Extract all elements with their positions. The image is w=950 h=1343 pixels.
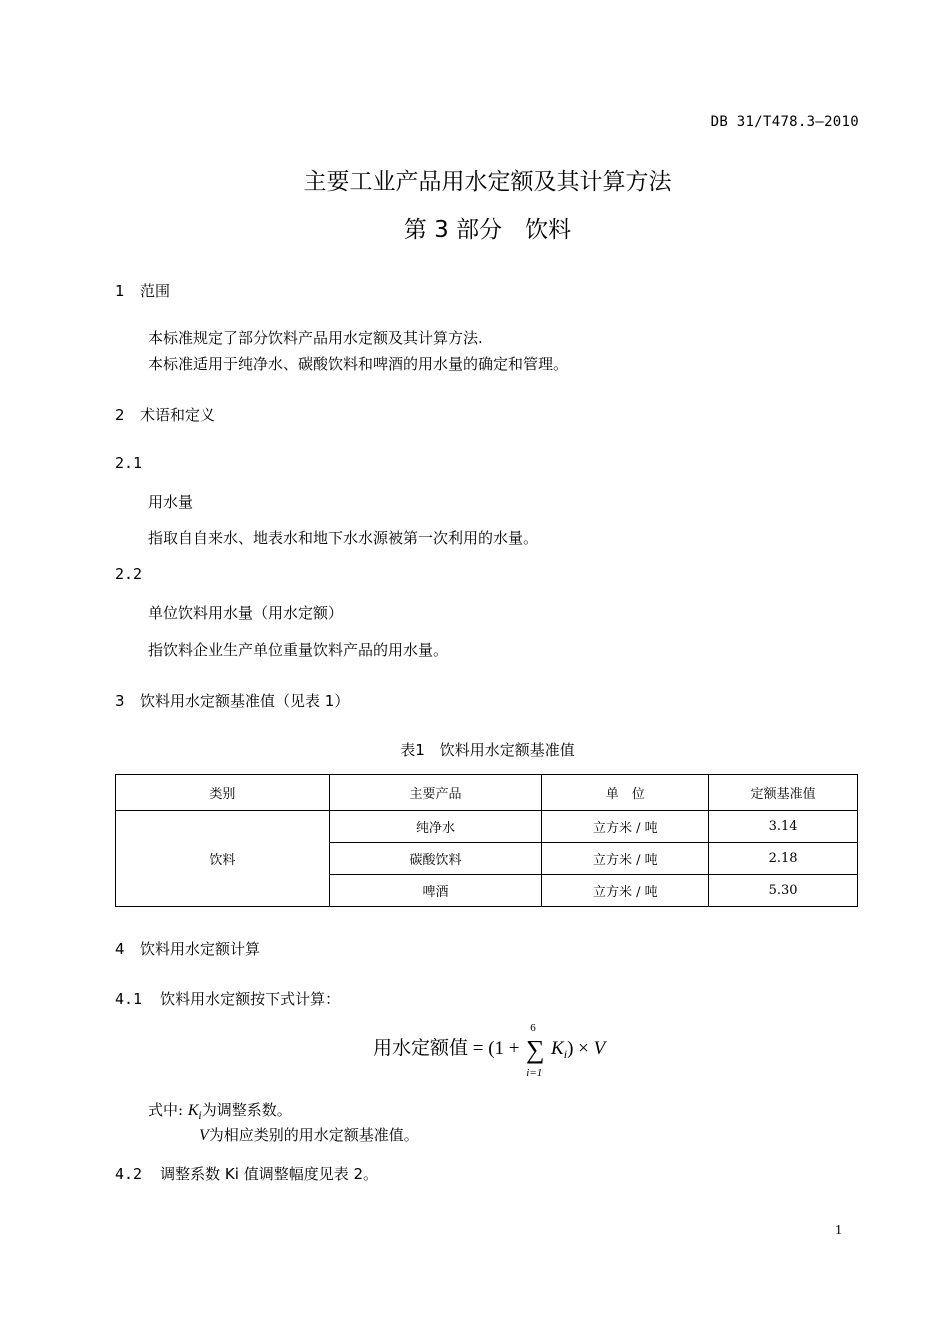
scope-paragraph-1: 本标准规定了部分饮料产品用水定额及其计算方法. bbox=[148, 329, 483, 347]
table-1-caption: 表1 饮料用水定额基准值 bbox=[400, 741, 575, 759]
subsection-number: 4.2 bbox=[115, 1165, 143, 1183]
quota-formula bbox=[373, 1022, 606, 1079]
where-label: 式中: bbox=[148, 1101, 188, 1119]
section-number: 1 bbox=[115, 282, 125, 300]
where-k-text: 为调整系数。 bbox=[201, 1101, 292, 1119]
where-k-subscript: i bbox=[198, 1111, 202, 1122]
subsection-4-1 bbox=[115, 988, 340, 1009]
scope-paragraph-2: 本标准适用于纯净水、碳酸饮料和啤酒的用水量的确定和管理。 bbox=[148, 355, 569, 373]
term-water-use: 用水量 bbox=[148, 493, 194, 511]
subsection-2-2-number: 2.2 bbox=[115, 565, 143, 583]
where-k-symbol: K bbox=[187, 1102, 199, 1119]
product-cell: 碳酸饮料 bbox=[329, 843, 542, 875]
section-1-heading bbox=[115, 280, 170, 301]
term-unit-water-use-definition: 指饮料企业生产单位重量饮料产品的用水量。 bbox=[148, 641, 449, 659]
header-quota-value: 定额基准值 bbox=[709, 775, 858, 811]
product-cell: 啤酒 bbox=[329, 875, 542, 907]
formula-where-v bbox=[199, 1124, 419, 1145]
formula-close: ) × bbox=[567, 1038, 594, 1059]
section-number: 3 bbox=[115, 692, 125, 710]
value-cell: 2.18 bbox=[709, 843, 858, 875]
summation-symbol bbox=[524, 1022, 546, 1079]
formula-open: = (1 + bbox=[468, 1038, 525, 1059]
section-title: 饮料用水定额基准值（见表 1） bbox=[140, 692, 350, 710]
document-part-title: 第 3 部分 饮料 bbox=[403, 217, 572, 243]
sum-upper-limit: 6 bbox=[530, 1022, 536, 1034]
unit-cell: 立方米 / 吨 bbox=[542, 875, 709, 907]
subsection-2-1-number: 2.1 bbox=[115, 454, 143, 472]
section-title: 饮料用水定额计算 bbox=[140, 940, 261, 958]
section-number: 4 bbox=[115, 940, 125, 958]
subsection-text: 调整系数 Ki 值调整幅度见表 2。 bbox=[160, 1165, 379, 1183]
water-quota-table bbox=[115, 774, 858, 907]
unit-cell: 立方米 / 吨 bbox=[542, 811, 709, 843]
formula-k-subscript: i bbox=[563, 1047, 568, 1061]
section-2-heading bbox=[115, 404, 215, 425]
table-header-row bbox=[116, 775, 858, 811]
value-cell: 5.30 bbox=[709, 875, 858, 907]
header-product: 主要产品 bbox=[329, 775, 542, 811]
formula-v: V bbox=[593, 1038, 606, 1059]
header-category: 类别 bbox=[116, 775, 330, 811]
page-number: 1 bbox=[835, 1223, 842, 1238]
subsection-4-2 bbox=[115, 1163, 378, 1184]
table-row bbox=[116, 811, 858, 843]
value-cell: 3.14 bbox=[709, 811, 858, 843]
header-unit: 单 位 bbox=[542, 775, 709, 811]
formula-lhs: 用水定额值 bbox=[373, 1037, 469, 1059]
sum-sign: ∑ bbox=[526, 1035, 545, 1064]
unit-cell: 立方米 / 吨 bbox=[542, 843, 709, 875]
subsection-number: 4.1 bbox=[115, 990, 143, 1008]
section-title: 范围 bbox=[140, 282, 171, 300]
document-title: 主要工业产品用水定额及其计算方法 bbox=[303, 169, 672, 195]
where-v-text: 为相应类别的用水定额基准值。 bbox=[208, 1126, 419, 1144]
product-cell: 纯净水 bbox=[329, 811, 542, 843]
section-4-heading bbox=[115, 938, 260, 959]
section-title: 术语和定义 bbox=[140, 406, 216, 424]
term-unit-water-use: 单位饮料用水量（用水定额） bbox=[148, 604, 344, 622]
sum-lower-limit: i=1 bbox=[526, 1067, 543, 1079]
term-water-use-definition: 指取自自来水、地表水和地下水水源被第一次利用的水量。 bbox=[148, 529, 539, 547]
formula-k: K bbox=[551, 1038, 564, 1059]
standard-number: DB 31/T478.3—2010 bbox=[710, 114, 859, 130]
formula-where-k bbox=[148, 1099, 292, 1122]
subsection-text: 饮料用水定额按下式计算： bbox=[160, 990, 341, 1008]
section-3-heading bbox=[115, 690, 349, 711]
where-v-symbol: V bbox=[199, 1127, 209, 1144]
section-number: 2 bbox=[115, 406, 125, 424]
category-cell: 饮料 bbox=[116, 811, 330, 907]
